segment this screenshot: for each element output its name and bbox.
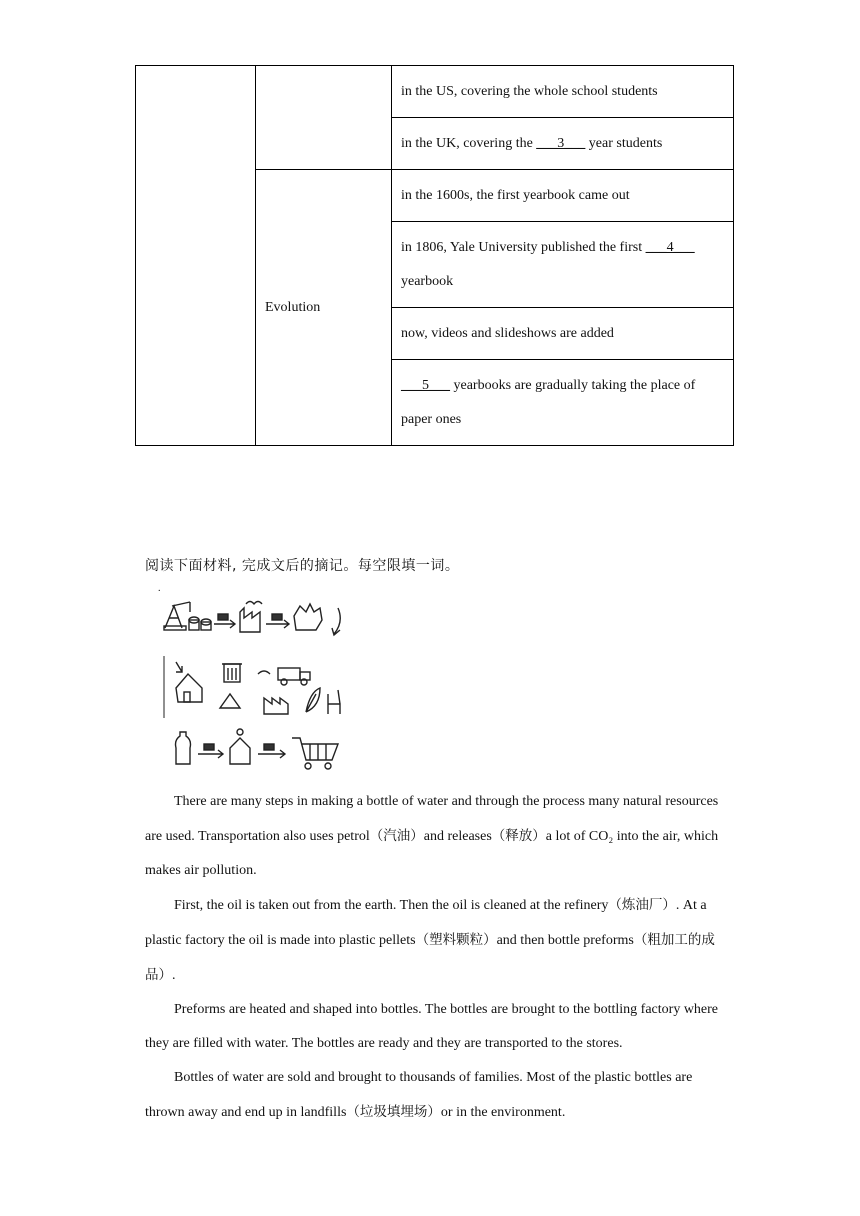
bottle-icon	[176, 732, 191, 764]
table-mid-cell-empty	[256, 66, 392, 170]
instruction-text: 阅读下面材料, 完成文后的摘记。每空限填一词。	[145, 558, 460, 574]
arrow-icon	[266, 614, 289, 628]
hand-icon	[294, 604, 322, 630]
leaf-icon	[306, 688, 320, 712]
arrow-icon	[214, 614, 235, 628]
factory-icon	[240, 602, 262, 633]
recycle-icon	[220, 694, 240, 708]
process-illustration	[160, 598, 350, 778]
table-cell: now, videos and slideshows are added	[392, 308, 734, 360]
bottling-factory-icon	[230, 729, 250, 764]
paragraph-4: Bottles of water are sold and brought to thousands of families. Most of the plastic bottles are thrown away and end up in landfills（垃圾填埋场）or in the environment.	[145, 1070, 693, 1120]
factory-icon-2	[264, 698, 288, 714]
chair-icon	[328, 690, 340, 714]
dot-mark: .	[158, 583, 161, 594]
shopping-cart-icon	[292, 738, 338, 769]
trash-bin-icon	[222, 664, 242, 682]
truck-icon	[258, 668, 310, 685]
table-cell: in 1806, Yale University published the first ___4___ yearbook	[392, 222, 734, 308]
passage	[145, 785, 730, 1130]
table-cell: in the UK, covering the ___3___ year students	[392, 118, 734, 170]
curved-arrow-icon	[332, 608, 340, 635]
blank-3: ___3___	[536, 135, 586, 151]
barrels-icon	[189, 617, 211, 630]
table-cell: in the 1600s, the first yearbook came out	[392, 170, 734, 222]
blank-4: ___4___	[645, 239, 695, 255]
paragraph-3: Preforms are heated and shaped into bottles. The bottles are brought to the bottling factory where they are filled with water. The bottles are ready and they are transported to the stores.	[145, 1002, 719, 1051]
yearbook-table	[135, 65, 734, 446]
table-cell: in the US, covering the whole school students	[392, 66, 734, 118]
arrow-icon	[258, 744, 285, 758]
house-icon	[176, 662, 202, 702]
blank-5: ___5___	[401, 377, 450, 393]
arrow-icon	[198, 744, 223, 758]
oil-derrick-icon	[164, 602, 190, 630]
paragraph-2: First, the oil is taken out from the earth. Then the oil is cleaned at the refinery（炼油厂）. At a plastic factory the oil is made into plastic pellets（塑料颗粒）and then bottle preforms（粗加工的成品）.	[145, 897, 715, 983]
evolution-label: Evolution	[256, 170, 392, 446]
table-cell: ___5___ yearbooks are gradually taking the place of paper ones	[392, 360, 734, 446]
table-left-cell	[136, 66, 256, 446]
paragraph-1: There are many steps in making a bottle of water and through the process many natural resources are used. Transportation also uses petrol（汽油）and releases（释放）a lot of CO₂ into the air, which makes air pollution.	[145, 794, 719, 878]
